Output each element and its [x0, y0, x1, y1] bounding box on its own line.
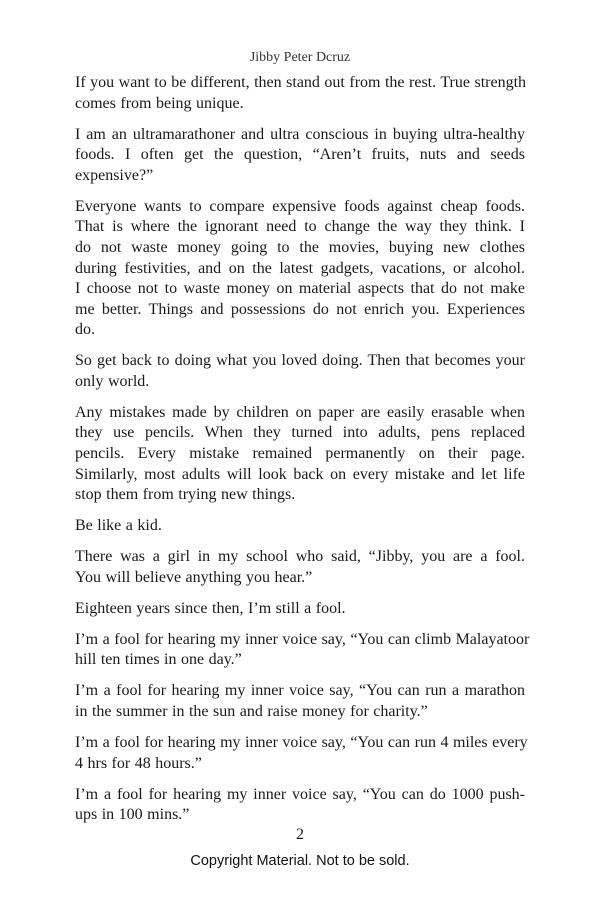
text-line: I’m a fool for hearing my inner voice say, “You can run 4 miles every: [75, 733, 528, 751]
text-line: So get back to doing what you loved doing. Then that becomes your: [75, 352, 525, 370]
paragraph: [75, 599, 525, 620]
text-line: do.: [75, 321, 95, 339]
text-line: expensive?”: [75, 166, 154, 184]
text-line: Everyone wants to compare expensive foods against cheap foods.: [75, 197, 525, 215]
text-line: You will believe anything you hear.”: [75, 568, 313, 586]
paragraph: [75, 681, 525, 722]
text-line: they use pencils. When they turned into adults, pens replaced: [75, 424, 525, 442]
text-line: Any mistakes made by children on paper are easily erasable when: [75, 403, 525, 421]
text-line: foods. I often get the question, “Aren’t fruits, nuts and seeds: [75, 146, 525, 164]
text-line: That is where the ignorant need to change the way they think. I: [75, 218, 525, 236]
text-line: do not waste money going to the movies, buying new clothes: [75, 238, 525, 256]
text-line: pencils. Every mistake remained permanently on their page.: [75, 445, 525, 463]
text-line: I’m a fool for hearing my inner voice say, “You can run a marathon: [75, 682, 525, 700]
paragraph: [75, 547, 525, 588]
text-line: 4 hrs for 48 hours.”: [75, 754, 202, 772]
text-line: me better. Things and possessions do not enrich you. Experiences: [75, 300, 525, 318]
copyright-notice: Copyright Material. Not to be sold.: [190, 853, 410, 869]
text-line: ups in 100 mins.”: [75, 806, 190, 824]
text-line: There was a girl in my school who said, “Jibby, you are a fool.: [75, 548, 525, 566]
paragraph: [75, 785, 525, 826]
paragraph: [75, 197, 525, 341]
running-header-author: Jibby Peter Dcruz: [249, 50, 351, 65]
paragraph: [75, 630, 530, 671]
text-line: I’m a fool for hearing my inner voice say, “You can climb Malayatoor: [75, 630, 530, 648]
page-number: 2: [296, 826, 304, 843]
text-line: I am an ultramarathoner and ultra conscious in buying ultra-healthy: [75, 125, 525, 143]
text-line: I choose not to waste money on material aspects that do not make: [75, 280, 525, 298]
text-line: stop them from trying new things.: [75, 486, 296, 504]
paragraph: [75, 403, 525, 506]
paragraph: [75, 351, 525, 392]
text-line: If you want to be different, then stand out from the rest. True strength: [75, 74, 527, 91]
body-text: [75, 73, 530, 836]
text-line: I’m a fool for hearing my inner voice say, “You can do 1000 push-: [75, 785, 525, 803]
text-line: during festivities, and on the latest gadgets, vacations, or alcohol.: [75, 259, 525, 277]
text-line: Similarly, most adults will look back on every mistake and let life: [75, 465, 525, 483]
paragraph: [75, 125, 525, 187]
paragraph: [75, 516, 525, 537]
paragraph: [75, 73, 525, 114]
text-line: comes from being unique.: [75, 94, 244, 112]
text-line: only world.: [75, 372, 150, 390]
text-line: hill ten times in one day.”: [75, 651, 242, 669]
text-line: Eighteen years since then, I’m still a fool.: [75, 599, 346, 617]
text-line: Be like a kid.: [75, 517, 162, 535]
paragraph: [75, 733, 528, 774]
text-line: in the summer in the sun and raise money for charity.”: [75, 702, 428, 720]
